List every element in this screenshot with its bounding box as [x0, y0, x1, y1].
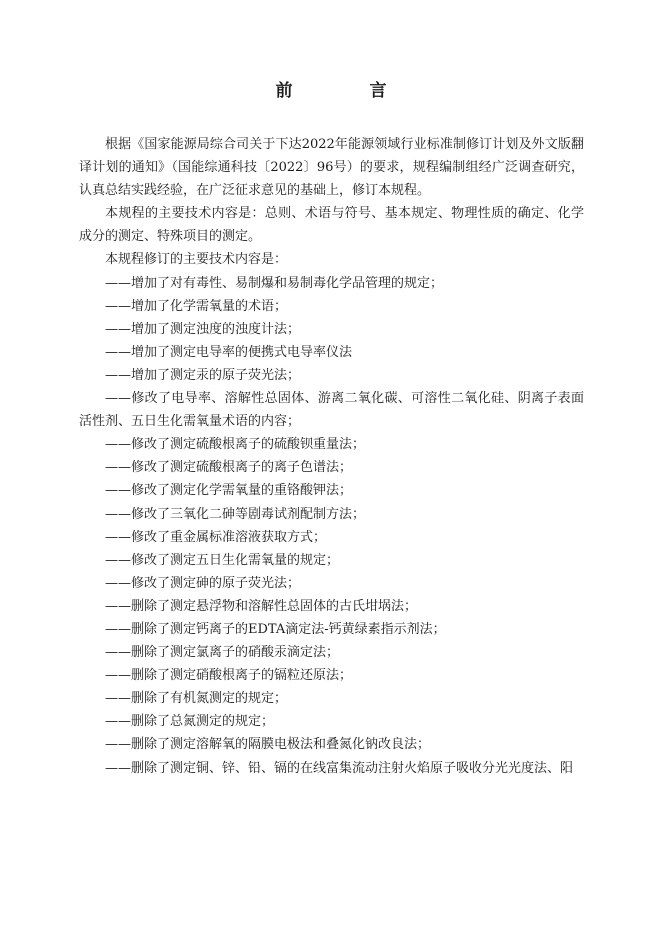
list-item: ——增加了测定浊度的浊度计法； [105, 321, 301, 337]
list-item: ——修改了测定五日生化需氧量的规定； [105, 552, 340, 568]
list-item: ——修改了三氧化二砷等剧毒试剂配制方法； [105, 506, 366, 522]
page-title: 前 言 [275, 81, 417, 101]
paragraph-1: 根据《国家能源局综合司关于下达2022年能源领域行业标准制修订计划及外文版翻译计划的通知》（国能综通科技〔2022〕96号）的要求，规程编制组经广泛调查研究，认真总结实践经验，在广泛征求意见的基础上，修订本规程。 [79, 137, 584, 199]
list-item: ——修改了测定硫酸根离子的硫酸钡重量法； [105, 437, 366, 453]
list-item: ——增加了化学需氧量的术语； [105, 298, 288, 314]
list-item: ——删除了有机氮测定的规定； [105, 691, 288, 707]
list-item: ——修改了重金属标准溶液获取方式； [105, 529, 327, 545]
list-item: ——增加了测定汞的原子荧光法； [105, 367, 301, 383]
list-item: ——删除了测定氯离子的硝酸汞滴定法； [105, 645, 340, 661]
list-item: ——修改了电导率、溶解性总固体、游离二氧化碳、可溶性二氧化硅、阴离子表面活性剂、五日生化需氧量术语的内容； [79, 391, 584, 430]
paragraph-3: 本规程修订的主要技术内容是： [105, 252, 288, 268]
document-body [79, 133, 584, 780]
list-item: ——修改了测定化学需氧量的重铬酸钾法； [105, 483, 353, 499]
list-item: ——修改了测定砷的原子荧光法； [105, 575, 301, 591]
list-item: ——删除了测定铜、锌、铅、镉的在线富集流动注射火焰原子吸收分光光度法、阳 [105, 760, 574, 776]
list-item: ——修改了测定硫酸根离子的离子色谱法； [105, 460, 353, 476]
list-item: ——增加了测定电导率的便携式电导率仪法 [105, 344, 353, 360]
list-item: ——删除了总氮测定的规定； [105, 714, 275, 730]
list-item: ——增加了对有毒性、易制爆和易制毒化学品管理的规定； [105, 275, 444, 291]
paragraph-2: 本规程的主要技术内容是：总则、术语与符号、基本规定、物理性质的确定、化学成分的测定、特殊项目的测定。 [79, 206, 584, 245]
list-item: ——删除了测定硝酸根离子的镉粒还原法； [105, 668, 353, 684]
list-item: ——删除了测定钙离子的EDTA滴定法-钙黄绿素指示剂法； [105, 621, 446, 637]
list-item: ——删除了测定悬浮物和溶解性总固体的古氏坩埚法； [105, 598, 418, 614]
list-item: ——删除了测定溶解氧的隔膜电极法和叠氮化钠改良法； [105, 737, 431, 753]
